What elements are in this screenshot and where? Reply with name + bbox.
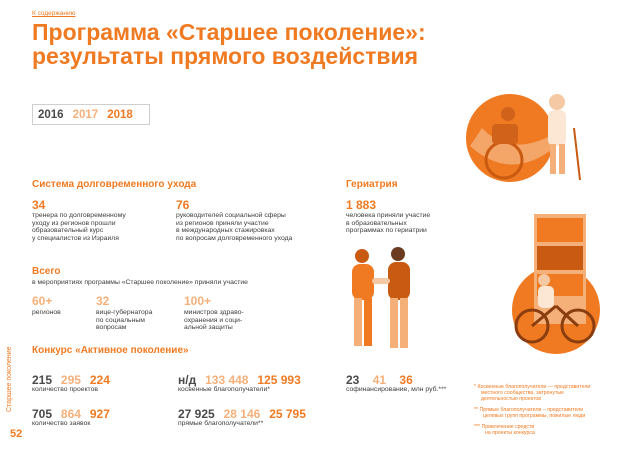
geriatrics-text	[346, 212, 430, 235]
standing-person-body	[548, 110, 566, 146]
bookshelf-cyclist-illustration	[472, 206, 622, 356]
text-line: тренера по долговременному	[32, 212, 126, 219]
cane-icon	[574, 128, 580, 180]
text-line: Косвенные благополучатели — представители	[477, 384, 591, 390]
handshake-icon	[372, 278, 390, 284]
value-2016: 705	[32, 407, 53, 421]
text-line: образовательный курс	[32, 227, 104, 235]
contest-projects-label: количество проектов	[32, 386, 98, 393]
text-line: уходу из регионов прошли	[32, 219, 116, 227]
footnote-mark: **	[474, 407, 479, 413]
year-legend	[32, 104, 150, 125]
value-2018: 927	[89, 407, 110, 421]
total-ministers-text	[184, 309, 244, 332]
text-line: альной защиты	[184, 324, 233, 332]
geriatrics-heading: Гериатрия	[346, 179, 398, 190]
ltc-heading: Система долговременного ухода	[32, 179, 197, 190]
seated-person-head	[501, 107, 515, 121]
text-line: у специалистов из Израиля	[32, 234, 119, 242]
page-title-line2: результаты прямого воздействия	[32, 43, 419, 69]
page-number: 52	[10, 428, 23, 440]
person-right-leg	[390, 298, 398, 348]
ltc-stat1-value: 34	[32, 198, 46, 212]
handshake-illustration	[342, 244, 420, 354]
page-title-line1: Программа «Старшее поколение»:	[32, 19, 426, 45]
text-line: на проекты конкурса	[485, 430, 535, 437]
total-ministers-value: 100+	[184, 294, 212, 308]
text-line: по вопросам долговременного ухода	[176, 234, 293, 242]
person-left-leg	[364, 298, 372, 346]
text-line: из регионов приняли участие	[176, 219, 269, 227]
standing-person-head	[549, 94, 565, 110]
contest-applications-label: количество заявок	[32, 420, 91, 427]
footnote-mark: ***	[474, 424, 481, 430]
value-2018: 36	[399, 373, 413, 387]
wheelchair-illustration	[462, 88, 612, 188]
section-vertical-label: Старшее поколение	[6, 346, 13, 412]
cyclist-body	[538, 286, 554, 308]
footnote-cofunding	[474, 424, 624, 436]
text-line: по социальным	[96, 316, 145, 324]
value-2017: 28 146	[223, 407, 261, 421]
standing-person-leg	[559, 144, 565, 174]
value-2017: 41	[372, 373, 387, 387]
person-right-body	[388, 262, 410, 300]
shelf-books	[537, 218, 583, 242]
value-2018: 125 993	[257, 373, 301, 387]
back-to-contents-link[interactable]: К содержанию	[32, 10, 76, 17]
person-right-head	[391, 247, 405, 261]
total-regions-value: 60+	[32, 294, 53, 308]
cyclist-head	[538, 274, 550, 286]
text-line: в международных стажировках	[176, 227, 275, 235]
shelf-books	[537, 246, 583, 270]
footnote-direct	[474, 407, 624, 419]
value-2017: 864	[60, 407, 81, 421]
value-2016: н/д	[178, 373, 197, 387]
total-subtitle: в мероприятиях программы «Старшее поколение» приняли участие	[32, 279, 248, 286]
text-line: вопросам	[96, 324, 127, 332]
text-line: целевых групп программы, пожилые люди	[483, 413, 586, 420]
text-line: деятельностью проектов	[481, 396, 541, 403]
total-vicegov-value: 32	[96, 294, 110, 308]
ltc-stat1-text	[32, 212, 126, 242]
year-2018: 2018	[107, 108, 133, 121]
footnote-mark: *	[474, 384, 477, 390]
wheelchair-seat	[492, 124, 518, 144]
person-left-head	[355, 249, 369, 263]
person-left-body	[352, 264, 374, 300]
text-line: программах по гериатрии	[346, 227, 427, 235]
contest-cofunding-label: софинансирование, млн руб.***	[346, 386, 447, 393]
text-line: Привлечение средств	[481, 424, 535, 430]
year-2017: 2017	[72, 108, 99, 121]
contest-direct-label: прямые благополучатели**	[178, 420, 264, 427]
standing-person-leg	[550, 144, 556, 174]
value-2016: 23	[346, 373, 360, 387]
value-2017: 133 448	[205, 373, 249, 387]
person-left-leg	[354, 298, 362, 346]
total-regions-label: регионов	[32, 309, 61, 316]
value-2018: 224	[89, 373, 110, 387]
total-vicegov-text	[96, 309, 152, 332]
text-line: человека приняли участие	[346, 212, 431, 219]
year-2016: 2016	[38, 108, 64, 121]
total-heading: Всего	[32, 266, 61, 277]
person-right-leg	[400, 298, 408, 348]
text-line: вице-губернатора	[96, 309, 153, 316]
value-2018: 25 795	[269, 407, 306, 421]
text-line: Прямые благополучатели – представители	[479, 407, 584, 413]
contest-indirect-label: косвенные благополучатели*	[178, 386, 270, 393]
value-2016: 215	[32, 373, 53, 387]
text-line: охранения и соци-	[184, 316, 243, 324]
ltc-stat2-text	[176, 212, 292, 242]
page-title	[32, 20, 472, 68]
value-2017: 295	[60, 373, 81, 387]
contest-heading: Конкурс «Активное поколение»	[32, 345, 189, 356]
text-line: министров здраво-	[184, 309, 244, 316]
geriatrics-value: 1 883	[346, 198, 377, 212]
value-2016: 27 925	[178, 407, 215, 421]
text-line: руководителей социальной сферы	[176, 212, 286, 219]
text-line: местного сообщества, затронутые	[481, 390, 564, 397]
text-line: в образовательных	[346, 219, 407, 227]
footnote-indirect	[474, 384, 624, 403]
ltc-stat2-value: 76	[176, 198, 190, 212]
